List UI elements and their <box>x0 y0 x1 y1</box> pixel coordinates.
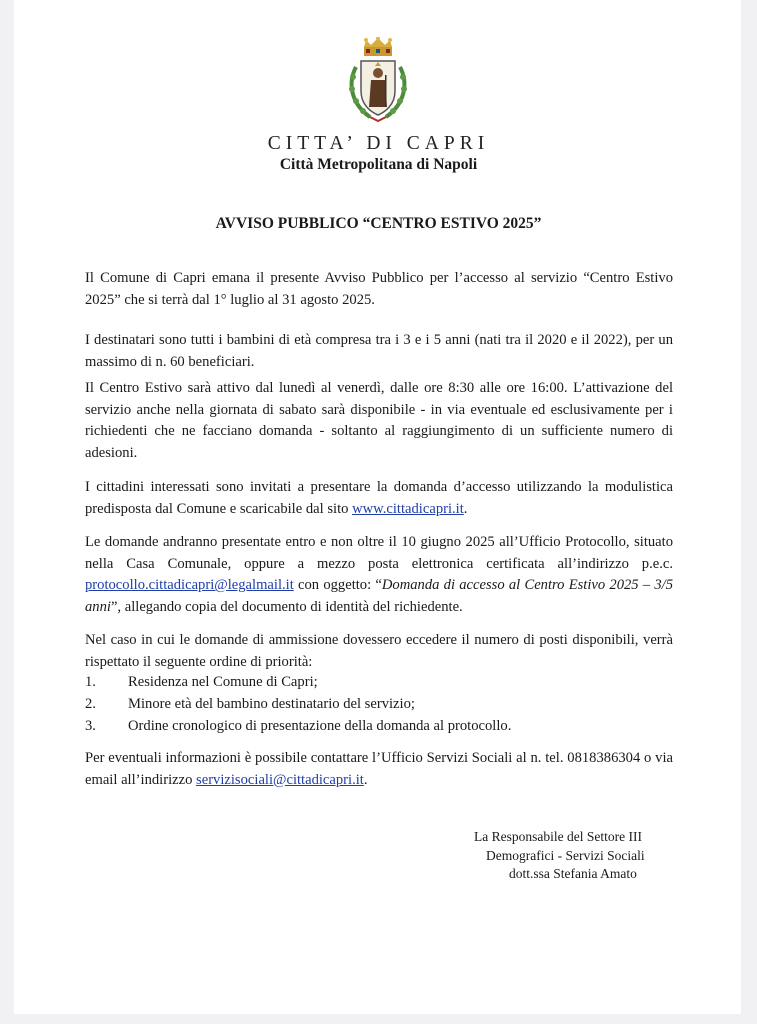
social-services-email-link[interactable]: servizisociali@cittadicapri.it <box>196 771 364 788</box>
paragraph-priority-intro: Nel caso in cui le domande di ammissione dovessero eccedere il numero di posti disponibili, verrà rispettato il seguente ordine di priorità: <box>85 632 673 670</box>
priority-number: 2. <box>85 696 96 712</box>
signature-name: dott.ssa Stefania Amato <box>509 866 637 881</box>
paragraph-recipients: I destinatari sono tutti i bambini di età compresa tra i 3 e i 5 anni (nati tra il 2020 e il 2022), per un massimo di n. 60 beneficiari. <box>85 332 673 370</box>
paragraph-schedule: Il Centro Estivo sarà attivo dal lunedì al venerdì, dalle ore 8:30 alle ore 16:00. L’attivazione del servizio anche nella giornata di sabato sarà disponibile - in via eventuale ed esclusivamente per i richiedenti che ne facciano domanda - soltanto al raggiungimento di un sufficiente numero di adesioni. <box>85 380 673 461</box>
priority-number: 3. <box>85 718 96 734</box>
priority-text: Residenza nel Comune di Capri; <box>128 674 318 690</box>
signature-department: Demografici - Servizi Sociali <box>486 848 645 863</box>
signature-role: La Responsabile del Settore III <box>474 829 642 844</box>
submission-text: Le domande andranno presentate entro e non oltre il 10 giugno 2025 all’Ufficio Protocollo, situato nella Casa Comunale, oppure a mezzo posta elettronica certificata all’indirizzo p.e.c. <box>85 534 673 572</box>
forms-text: I cittadini interessati sono invitati a presentare la domanda d’accesso utilizzando la modulistica predisposta dal Comune e scaricabile dal sito <box>85 479 673 517</box>
city-name: CITTA’ DI CAPRI <box>267 133 490 154</box>
email-subject: Domanda di accesso al Centro Estivo 2025 – 3/5 anni <box>85 577 674 615</box>
pec-email-link[interactable]: protocollo.cittadicapri@legalmail.it <box>85 577 294 593</box>
priority-text: Ordine cronologico di presentazione della domanda al protocollo. <box>128 718 512 734</box>
notice-title: AVVISO PUBBLICO “CENTRO ESTIVO 2025” <box>215 215 542 232</box>
priority-number: 1. <box>85 674 96 690</box>
paragraph-intro: Il Comune di Capri emana il presente Avviso Pubblico per l’accesso al servizio “Centro Estivo 2025” che si terrà dal 1° luglio al 31 agosto 2025. <box>85 270 673 308</box>
capri-coat-of-arms <box>344 37 412 123</box>
paragraph-submission <box>85 532 673 618</box>
website-link[interactable]: www.cittadicapri.it <box>352 500 464 517</box>
contact-text: Per eventuali informazioni è possibile contattare l’Ufficio Servizi Sociali al n. tel. 0818386304 o via email all’indirizzo <box>85 750 673 788</box>
paragraph-contact <box>85 748 673 791</box>
submission-end: ”, allegando copia del documento di identità del richiedente. <box>110 598 463 615</box>
forms-end: . <box>463 500 468 517</box>
submission-mid: con oggetto: “ <box>293 577 382 593</box>
priority-text: Minore età del bambino destinatario del servizio; <box>128 696 415 712</box>
contact-end: . <box>363 771 368 788</box>
document-page <box>14 0 741 1014</box>
metropolitan-city: Città Metropolitana di Napoli <box>279 156 478 173</box>
paragraph-forms <box>85 477 673 520</box>
